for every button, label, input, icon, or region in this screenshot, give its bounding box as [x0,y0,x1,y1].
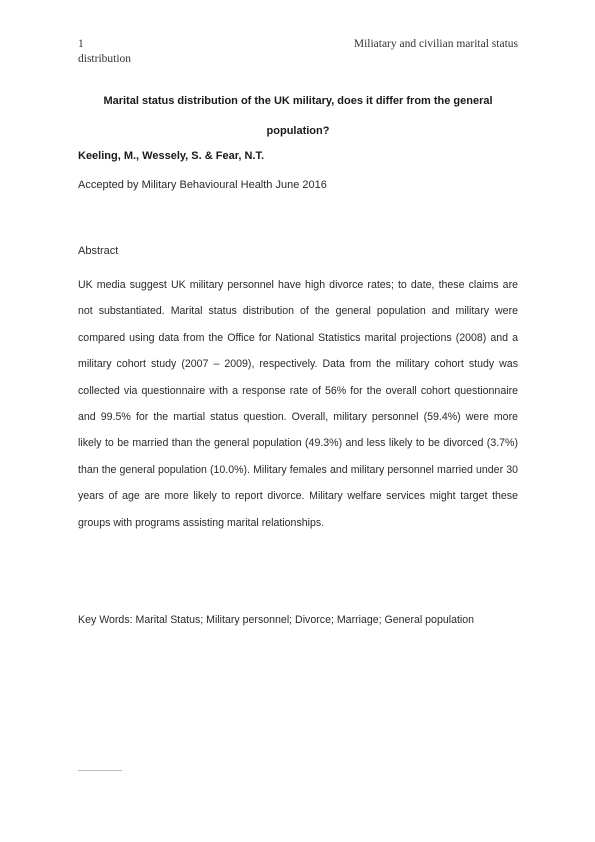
keywords: Key Words: Marital Status; Military personnel; Divorce; Marriage; General population [78,614,475,626]
acceptance-note: Accepted by Military Behavioural Health June 2016 [78,179,327,191]
running-head-continuation: distribution [78,53,132,65]
paper-authors: Keeling, M., Wessely, S. & Fear, N.T. [78,150,265,162]
abstract-body: UK media suggest UK military personnel have high divorce rates; to date, these claims are not substantiated. Marital status distribution of the general population and military were compared using data from the Office for National Statistics marital projections (2008) and a military cohort study (2007 – 2009), respectively. Data from the military cohort study was collected via questionnaire with a response rate of 56% for the overall cohort questionnaire and 99.5% for the martial status question. Overall, military personnel (59.4%) were more likely to be married than the general population (49.3%) and less likely to be divorced (3.7%) than the general population (10.0%). Military females and military personnel married under 30 years of age are more likely to report divorce. Military welfare services might target these groups with programs assisting marital relationships. [78,279,518,529]
paper-title: Marital status distribution of the UK military, does it differ from the general population? [103,95,493,137]
page-number: 1 [78,38,84,50]
footnote-separator [78,770,122,771]
running-head: Miliatary and civilian marital status [353,38,518,50]
abstract-heading: Abstract [78,245,119,257]
